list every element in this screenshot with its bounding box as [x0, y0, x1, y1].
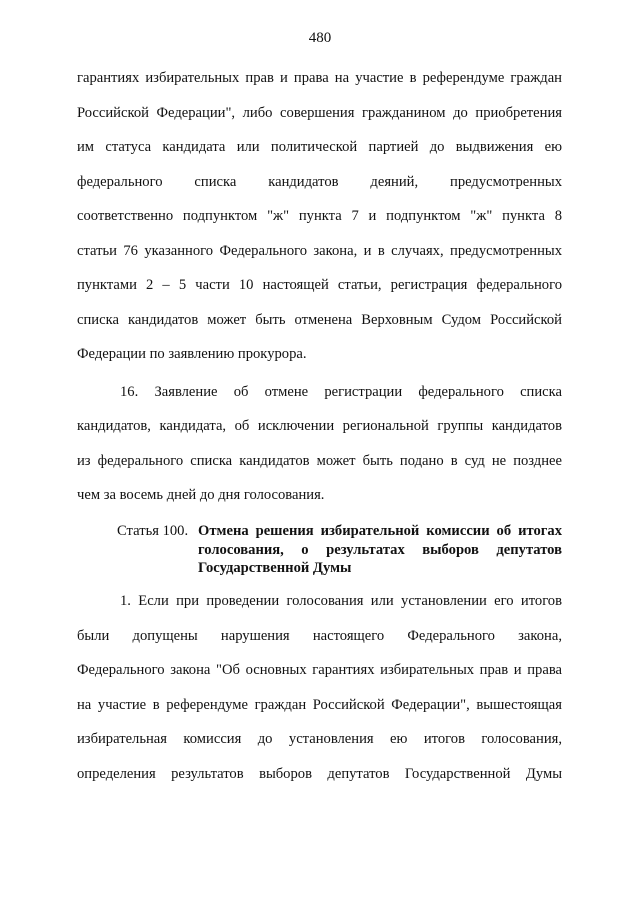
text-line: пунктами 2 – 5 части 10 настоящей статьи, регистрация федерального: [77, 277, 562, 293]
text-line: 1. Если при проведении голосования или установлении его итогов: [120, 593, 562, 609]
text-line: списка кандидатов может быть отменена Верховным Судом Российской: [77, 311, 562, 328]
text-line: на участие в референдуме граждан Российской Федерации", вышестоящая: [77, 696, 562, 713]
document-body-bottom: [77, 584, 562, 791]
text-line: определения результатов выборов депутатов Государственной Думы: [77, 765, 562, 782]
page-number: 480: [308, 30, 332, 46]
article-number: Статья 100.: [117, 523, 189, 539]
text-line: федерального списка кандидатов деяний, предусмотренных: [77, 173, 562, 190]
text-line: соответственно подпунктом "ж" пункта 7 и подпунктом "ж" пункта 8: [77, 208, 562, 224]
text-line: 16. Заявление об отмене регистрации федерального списка: [120, 383, 562, 400]
text-line: кандидатов, кандидата, об исключении региональной группы кандидатов: [77, 418, 562, 434]
article-title-line: голосования, о результатах выборов депутатов: [198, 541, 562, 558]
article-title-line: Государственной Думы: [198, 560, 352, 576]
text-line: из федерального списка кандидатов может быть подано в суд не позднее: [77, 452, 562, 469]
article-title: [198, 522, 562, 578]
text-line: чем за восемь дней до дня голосования.: [77, 487, 325, 503]
text-line: гарантиях избирательных прав и права на участие в референдуме граждан: [77, 70, 562, 86]
text-line: избирательная комиссия до установления ею итогов голосования,: [77, 731, 562, 747]
article-title-line: Отмена решения избирательной комиссии об итогах: [198, 523, 562, 539]
document-body-top: [77, 61, 562, 513]
text-line: статьи 76 указанного Федерального закона, и в случаях, предусмотренных: [77, 242, 562, 259]
text-line: Федерального закона "Об основных гарантиях избирательных прав и права: [77, 662, 562, 678]
text-line: Российской Федерации", либо совершения гражданином до приобретения: [77, 104, 562, 121]
text-line: им статуса кандидата или политической партией до выдвижения ею: [77, 139, 562, 155]
text-line: были допущены нарушения настоящего Федерального закона,: [77, 627, 562, 644]
text-line: Федерации по заявлению прокурора.: [77, 346, 307, 362]
